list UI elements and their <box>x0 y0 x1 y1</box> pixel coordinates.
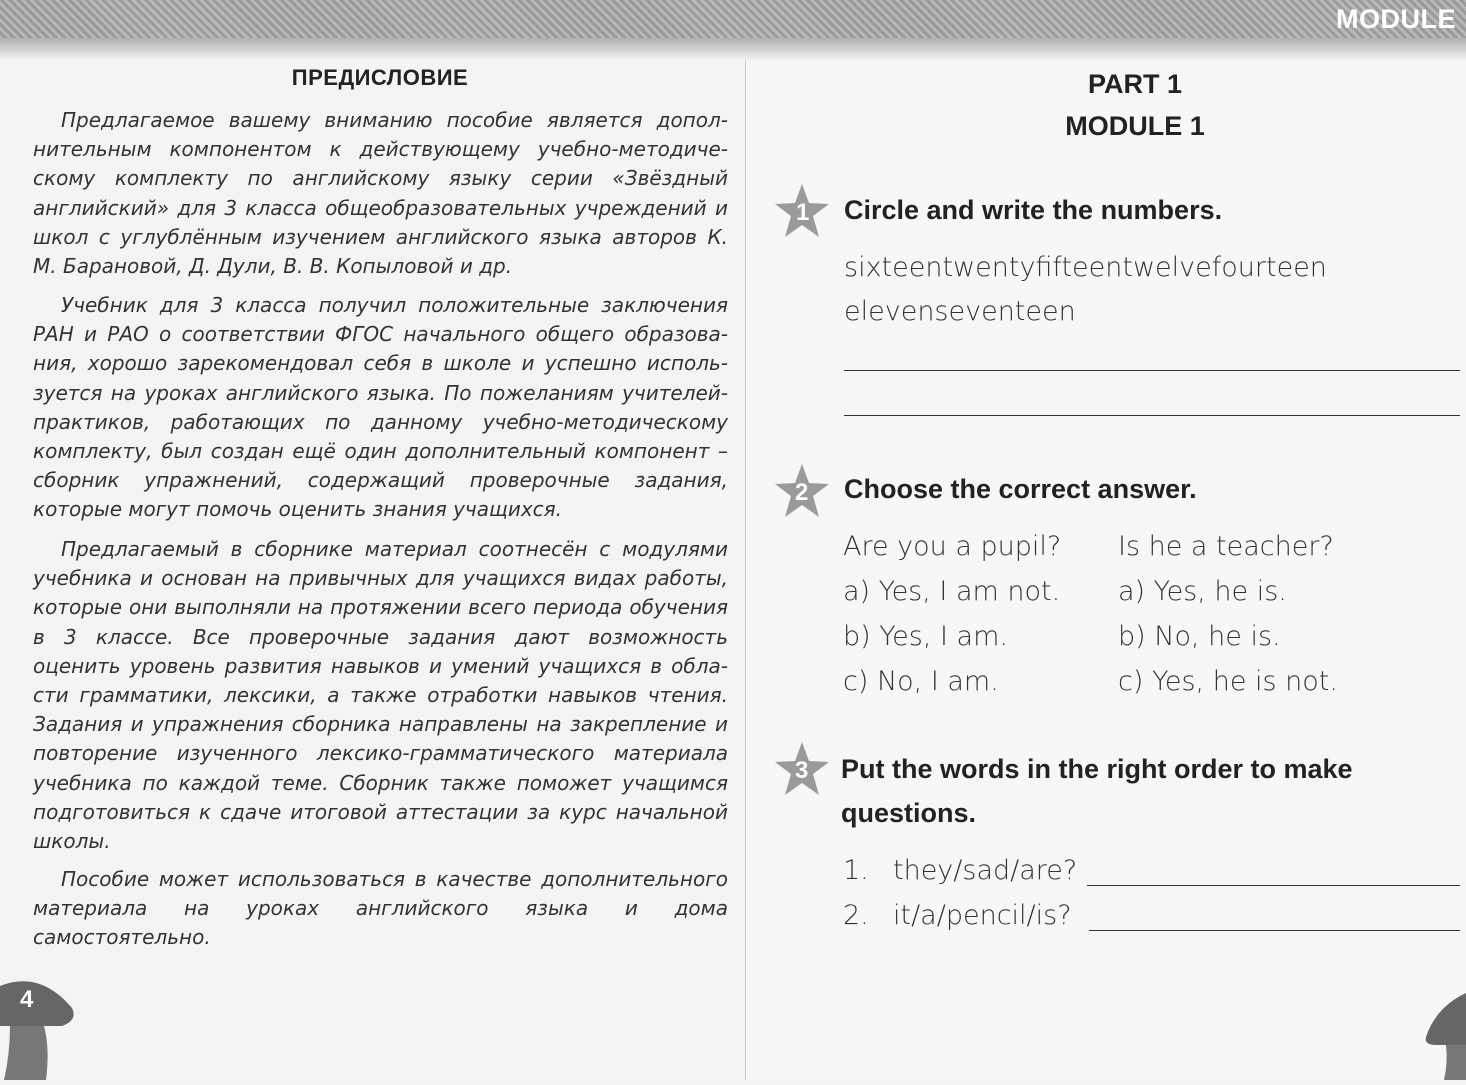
page-number: 4 <box>20 986 34 1013</box>
foreword-paragraph-1: Предлагаемое вашему вниманию пособие является допол-нительным компонентом к действующему учебно-методиче-скому комплекту по английскому языку серии «Звёздный английский» для 3 класса общеобразовательных учреждений и школ с углублённым изучением английского языка авторов К. М. Барановой, Д. Дули, В. В. Копыловой и др. <box>33 108 728 279</box>
question-1: Are you a pupil? <box>843 531 1062 562</box>
foreword-paragraph-2: Учебник для 3 класса получил положительные заключения РАН и РАО о соответствии ФГОС начального общего образова-ния, хорошо зарекомендовал себя в школе и успешно исполь-зуется на уроках английского языка. По пожеланиям учителей-практиков, работающих по данному учебно-методическому комплекту, был создан ещё один дополнительный компонент – сборник упражнений, содержащий проверочные задания, которые могут помочь оценить знания учащихся. <box>33 293 728 522</box>
part-heading <box>990 63 1280 147</box>
item-words: they/sad/are? <box>893 855 1078 886</box>
option[interactable]: a) Yes, I am not. <box>843 576 1061 607</box>
option[interactable]: c) No, I am. <box>843 666 999 697</box>
foreword-title: ПРЕДИСЛОВИЕ <box>291 65 469 90</box>
exercise-1-line-2: elevenseventeen <box>844 296 1076 327</box>
module-label: MODULE 1 <box>1065 111 1205 141</box>
page-number-mushroom <box>0 968 90 1080</box>
option[interactable]: a) Yes, he is. <box>1118 576 1287 607</box>
exercise-3-badge <box>773 740 831 798</box>
exercise-3-title-line-2: questions. <box>841 798 977 828</box>
mushroom-icon <box>0 968 90 1080</box>
header-banner <box>0 0 1466 60</box>
foreword-paragraph-4: Пособие может использоваться в качестве дополнительного материала на уроках английского языка и дома самостоятельно. <box>33 867 728 950</box>
answer-line[interactable] <box>1087 885 1460 886</box>
banner-label: MODULE <box>1336 4 1456 34</box>
corner-mushroom <box>1420 985 1466 1080</box>
exercise-2-badge <box>773 462 831 520</box>
mushroom-icon <box>1420 985 1466 1080</box>
exercise-1-badge <box>773 182 831 240</box>
answer-line[interactable] <box>844 370 1460 371</box>
item-number: 2. <box>843 900 869 931</box>
answer-line[interactable] <box>844 415 1460 416</box>
part-label: PART 1 <box>1087 69 1182 99</box>
exercise-1-title: Circle and write the numbers. <box>844 195 1223 225</box>
exercise-3-number: 3 <box>795 757 809 784</box>
option[interactable]: b) No, he is. <box>1118 621 1281 652</box>
option[interactable]: c) Yes, he is not. <box>1118 666 1338 697</box>
exercise-3-title-line-1: Put the words in the right order to make <box>841 754 1353 784</box>
exercise-2-number: 2 <box>795 479 809 506</box>
exercise-1-line-1: sixteentwentyfifteentwelvefourteen <box>844 252 1327 283</box>
item-words: it/a/pencil/is? <box>893 900 1072 931</box>
item-number: 1. <box>843 855 869 886</box>
exercise-1-number: 1 <box>796 199 810 226</box>
question-2: Is he a teacher? <box>1118 531 1334 562</box>
exercise-2-title: Choose the correct answer. <box>844 474 1197 504</box>
answer-line[interactable] <box>1089 930 1460 931</box>
option[interactable]: b) Yes, I am. <box>843 621 1008 652</box>
foreword-paragraph-3: Предлагаемый в сборнике материал соотнесён с модулями учебника и основан на привычных для учащихся видах работы, которые они выполняли на протяжении всего периода обучения в 3 классе. Все проверочные задания дают возможность оценить уровень развития навыков и умений учащихся в обла-сти грамматики, лексики, а также отработки навыков чтения. Задания и упражнения сборника направлены на закрепление и повторение изученного лексико-грамматического материала учебника по каждой теме. Сборник также поможет учащимся подготовиться к сдаче итоговой аттестации за курс начальной школы. <box>33 537 728 854</box>
